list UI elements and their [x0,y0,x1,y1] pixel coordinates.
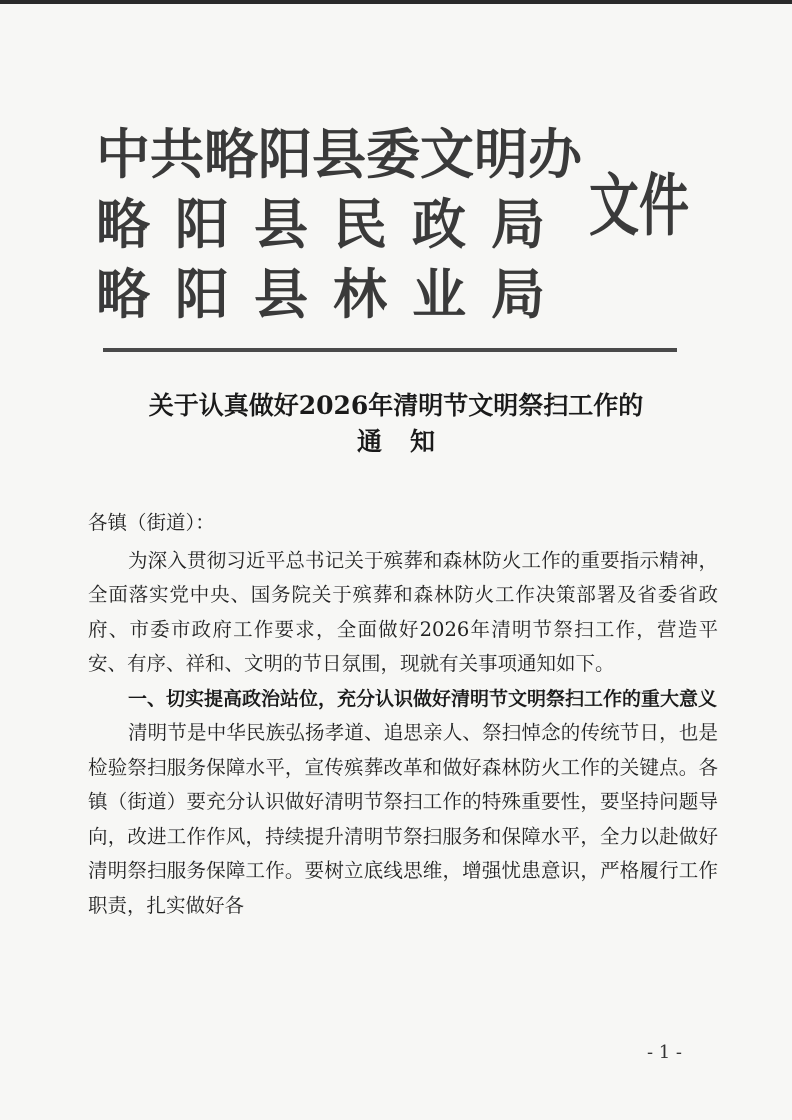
notice-body [88,506,718,923]
paragraph-intro: 为深入贯彻习近平总书记关于殡葬和森林防火工作的重要指示精神，全面落实党中央、国务院关于殡葬和森林防火工作决策部署及省委省政府、市委市政府工作要求，全面做好2026年清明节祭扫工作，营造平安、有序、祥和、文明的节日氛围，现就有关事项通知如下。 [88,548,718,675]
issuer-1: 中共略阳县委文明办 [96,123,582,186]
salutation: 各镇（街道）： [88,511,215,534]
document-word: 文件 [589,166,689,245]
issuing-authorities [96,120,582,330]
issuer-2: 略阳县民政局 [96,193,570,256]
header-separator-rule [103,348,677,352]
title-line-1: 关于认真做好2026年清明节文明祭扫工作的 [148,391,644,420]
notice-title [60,388,732,460]
paragraph-section-1: 清明节是中华民族弘扬孝道、追思亲人、祭扫悼念的传统节日，也是检验祭扫服务保障水平，宣传殡葬改革和做好森林防火工作的关键点。各镇（街道）要充分认识做好清明节祭扫工作的特殊重要性，要坚持问题导向，改进工作作风，持续提升清明节祭扫服务和保障水平，全力以赴做好清明祭扫服务保障工作。要树立底线思维，增强忧患意识，严格履行工作职责，扎实做好各 [88,721,718,917]
section-heading-1: 一、切实提高政治站位，充分认识做好清明节文明祭扫工作的重大意义 [128,687,718,710]
issuer-3: 略阳县林业局 [96,263,570,326]
scan-top-edge [0,0,792,4]
title-line-2: 通知 [356,427,463,456]
page-number: - 1 - [646,1042,682,1063]
